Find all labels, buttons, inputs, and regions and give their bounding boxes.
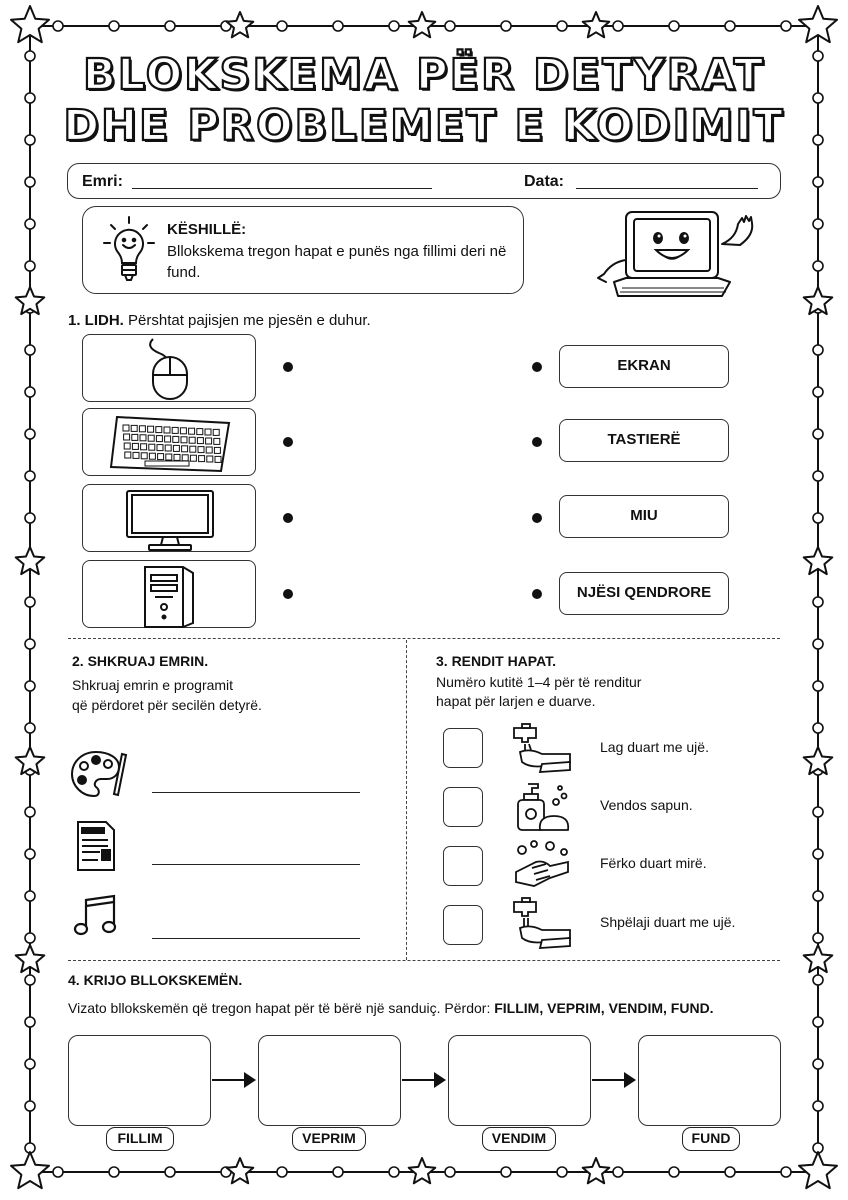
section-divider-top xyxy=(68,638,780,639)
step-text-3: Fërko duart mirë. xyxy=(600,855,707,871)
arrow-right-icon xyxy=(212,1070,258,1090)
tip-box xyxy=(82,206,524,294)
monitor-icon xyxy=(83,485,257,553)
name-date-bar xyxy=(67,163,781,199)
order-box-3[interactable] xyxy=(443,846,483,886)
match-dot-left-4[interactable] xyxy=(283,589,293,599)
name-field[interactable] xyxy=(132,188,432,189)
order-box-2[interactable] xyxy=(443,787,483,827)
section-3-instruction-1: Numëro kutitë 1–4 për të renditur xyxy=(436,674,642,690)
faucet-rinse-icon xyxy=(512,896,574,950)
section-1-number: 1. LIDH. xyxy=(68,312,124,329)
section-4-title: 4. KRIJO BLLOKSKEMËN. xyxy=(68,972,243,988)
section-divider-vertical xyxy=(406,640,407,960)
match-dot-right-1[interactable] xyxy=(532,362,542,372)
arrow-right-icon xyxy=(402,1070,448,1090)
match-dot-right-3[interactable] xyxy=(532,513,542,523)
arrow-right-icon xyxy=(592,1070,638,1090)
answer-line-1[interactable] xyxy=(152,792,360,793)
word-box-miu: MIU xyxy=(559,495,729,538)
step-text-2: Vendos sapun. xyxy=(600,797,693,813)
step-text-1: Lag duart me ujë. xyxy=(600,739,709,755)
section-4-instruction-text: Vizato bllokskemën që tregon hapat për të bërë një sanduiç. Përdor: xyxy=(68,1000,495,1016)
laptop-mascot-icon xyxy=(592,208,762,300)
answer-line-2[interactable] xyxy=(152,864,360,865)
step-text-4: Shpëlaji duart me ujë. xyxy=(600,914,736,930)
flow-box-1[interactable] xyxy=(68,1035,211,1126)
page-title-line-2: DHE PROBLEMET E KODIMIT xyxy=(63,101,785,151)
computer-case-icon xyxy=(83,561,257,629)
page-title-line-1: BLOKSKEMA PËR DETYRAT xyxy=(82,50,766,100)
section-3-instruction-2: hapat për larjen e duarve. xyxy=(436,693,596,709)
match-dot-right-4[interactable] xyxy=(532,589,542,599)
date-field[interactable] xyxy=(576,188,758,189)
date-label: Data: xyxy=(524,173,565,190)
document-icon xyxy=(74,818,118,874)
music-notes-icon xyxy=(72,892,122,942)
order-box-1[interactable] xyxy=(443,728,483,768)
section-divider-bottom xyxy=(68,960,780,961)
match-dot-right-2[interactable] xyxy=(532,437,542,447)
match-dot-left-1[interactable] xyxy=(283,362,293,372)
faucet-hands-icon xyxy=(512,722,574,776)
order-box-4[interactable] xyxy=(443,905,483,945)
flow-box-4[interactable] xyxy=(638,1035,781,1126)
scrubbing-hands-icon xyxy=(512,838,574,892)
flow-label-fund: FUND xyxy=(682,1127,740,1151)
section-3-title: 3. RENDIT HAPAT. xyxy=(436,653,557,669)
word-box-tastiere: TASTIERË xyxy=(559,419,729,462)
flow-box-3[interactable] xyxy=(448,1035,591,1126)
flow-box-2[interactable] xyxy=(258,1035,401,1126)
device-box-monitor xyxy=(82,484,256,552)
keyboard-icon xyxy=(83,409,257,477)
word-box-njesi-qendrore: NJËSI QENDRORE xyxy=(559,572,729,615)
flow-label-vendim: VENDIM xyxy=(482,1127,556,1151)
name-label: Emri: xyxy=(82,173,123,190)
flow-label-veprim: VEPRIM xyxy=(292,1127,366,1151)
match-dot-left-2[interactable] xyxy=(283,437,293,447)
section-2-title: 2. SHKRUAJ EMRIN. xyxy=(72,653,209,669)
flow-label-fillim: FILLIM xyxy=(106,1127,174,1151)
paint-palette-icon xyxy=(70,748,128,800)
lightbulb-icon xyxy=(101,215,157,289)
section-4-instruction xyxy=(68,998,714,1018)
word-box-ekran: EKRAN xyxy=(559,345,729,388)
tip-text: Bllokskema tregon hapat e punës nga fillimi deri në fund. xyxy=(167,243,507,281)
device-box-computer-case xyxy=(82,560,256,628)
section-2-instruction-1: Shkruaj emrin e programit xyxy=(72,677,234,693)
section-1-heading xyxy=(68,312,371,329)
device-box-keyboard xyxy=(82,408,256,476)
device-box-mouse xyxy=(82,334,256,402)
tip-title: KËSHILLË: xyxy=(167,221,247,238)
section-2-instruction-2: që përdoret për secilën detyrë. xyxy=(72,697,262,713)
answer-line-3[interactable] xyxy=(152,938,360,939)
soap-bottle-icon xyxy=(512,780,574,834)
match-dot-left-3[interactable] xyxy=(283,513,293,523)
section-1-instruction: Përshtat pajisjen me pjesën e duhur. xyxy=(128,312,371,329)
mouse-icon xyxy=(83,335,257,403)
section-4-terms: FILLIM, VEPRIM, VENDIM, FUND. xyxy=(494,1000,714,1016)
